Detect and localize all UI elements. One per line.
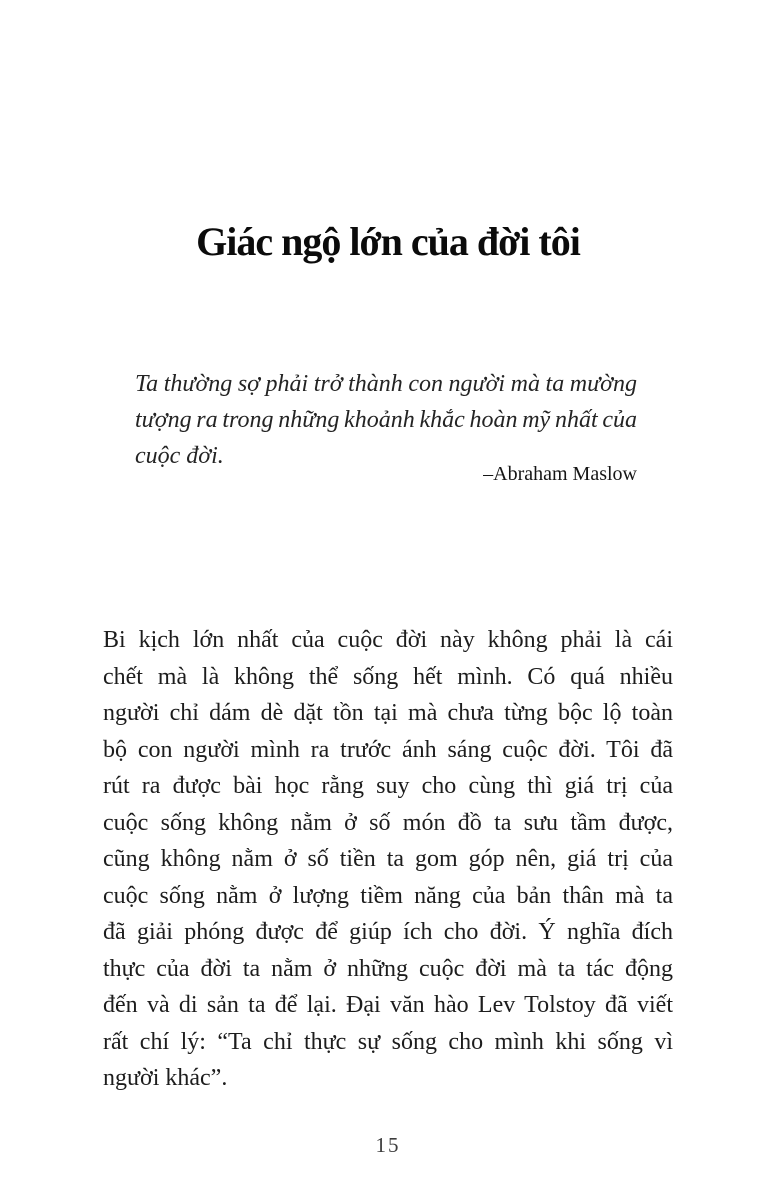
body-line: Bi kịch lớn nhất của cuộc đời này không phải là cái xyxy=(103,627,673,653)
body-line: đến và di sản ta để lại. Đại văn hào Lev Tolstoy đã viết xyxy=(103,992,673,1018)
chapter-title: Giác ngộ lớn của đời tôi xyxy=(196,219,580,264)
body-line: chết mà là không thể sống hết mình. Có quá nhiều xyxy=(103,663,673,690)
body-line: rất chí lý: “Ta chỉ thực sự sống cho mình khi sống vì xyxy=(103,1028,673,1055)
body-line: cũng không nằm ở số tiền ta gom góp nên, giá trị của xyxy=(103,846,673,872)
body-line: đã giải phóng được để giúp ích cho đời. Ý nghĩa đích xyxy=(103,919,673,945)
epigraph-line: Ta thường sợ phải trở thành con người mà ta mường xyxy=(135,371,637,397)
body-line: người chỉ dám dè dặt tồn tại mà chưa từng bộc lộ toàn xyxy=(103,700,673,726)
body-line: cuộc sống không nằm ở số món đồ ta sưu tầm được, xyxy=(103,809,673,836)
body-line: bộ con người mình ra trước ánh sáng cuộc đời. Tôi đã xyxy=(103,736,673,763)
body-line: thực của đời ta nằm ở những cuộc đời mà ta tác động xyxy=(103,955,673,982)
body-paragraph xyxy=(103,622,673,1097)
body-line: cuộc sống nằm ở lượng tiềm năng của bản thân mà ta xyxy=(103,882,673,909)
page-number: 15 xyxy=(375,1133,401,1157)
epigraph-line: tượng ra trong những khoảnh khắc hoàn mỹ nhất của xyxy=(135,407,638,433)
body-line: rút ra được bài học rằng suy cho cùng thì giá trị của xyxy=(103,773,673,799)
body-line: người khác”. xyxy=(103,1065,228,1091)
epigraph xyxy=(135,366,637,474)
epigraph-attribution: –Abraham Maslow xyxy=(483,463,637,485)
epigraph-line: cuộc đời. xyxy=(135,443,224,469)
